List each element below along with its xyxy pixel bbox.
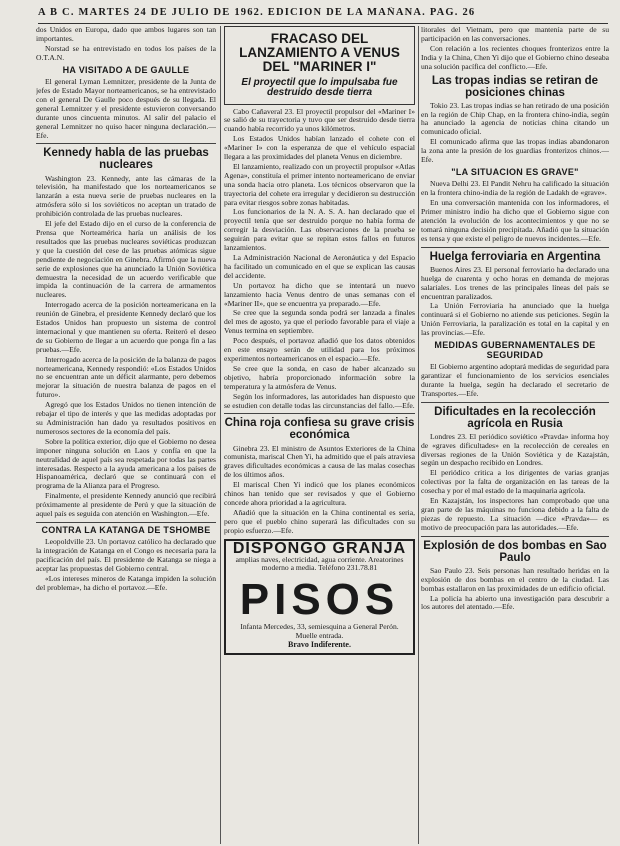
paragraph: Londres 23. El periódico soviético «Pravda» informa hoy de «graves dificultades» en la recolección de cereales en diversas regiones de la Unión Soviética y de Kazajstán, según un despacho recibido en Londres. [421,431,609,468]
ad-footer: Bravo Indiferente. [288,639,351,649]
paragraph: Nueva Delhi 23. El Pandit Nehru ha calificado la situación en la frontera chino-india de la región de Ladakh de «grave». [421,179,609,198]
column-rule [220,26,221,844]
paragraph: El Gobierno argentino adoptará medidas de seguridad para garantizar el funcionamiento de los servicios esenciales durante la huelga, según ha declarado el secretario de Transportes.—Efe. [421,361,609,398]
paragraph: El general Lyman Lemnitzer, presidente de la Junta de jefes de Estado Mayor norteamericanos, se ha entrevistado con el general De Gaulle poco después de su llegada. El general Lemnitzer y el presidente estuvieron conversando durante unos cincuenta minutos. Al salir del palacio el general Lemnitzer no quiso hacer ninguna declaración.—Efe. [36,77,216,140]
divider [421,536,609,537]
ad-text: amplias naves, electricidad, agua corriente. Areatorines moderno a media. Teléfono 231.78.81 [235,554,404,573]
paragraph: litorales del Vietnam, pero que mantenía parte de su participación en las conversaciones. [421,26,609,43]
divider [421,402,609,403]
paragraph: Poco después, el portavoz añadió que los datos obtenidos en este ensayo serán de utilidad para los próximos experimentos norteamericanos en el espacio.—Efe. [224,336,415,363]
paragraph: Washington 23. Kennedy, ante las cámaras de la televisión, ha manifestado que los norteamericanos se lanzarán a esta nueva serie de pruebas nucleares en la atmósfera sólo si los soviéticos no aceptan un tratado de prohibición controlada de las pruebas nucleares. [36,173,216,219]
column-rule [418,26,419,844]
paragraph: Leopoldville 23. Un portavoz católico ha declarado que la integración de Katanga en el Congo es necesaria para la pacificación del país. El presidente de Katanga se niega a aceptar las propuestas del Gobierno central. [36,537,216,574]
paragraph: Los Estados Unidos habían lanzado el cohete con el «Mariner I» con la esperanza de que el vehículo espacial llegara a las proximidades del planeta Venus en diciembre. [224,134,415,162]
headline-box-mariner [224,26,415,105]
paragraph: Un portavoz ha dicho que se intentará un nuevo lanzamiento hacia Venus dentro de unas semanas con el «Mariner II», que se encuentra ya preparado.—Efe. [224,280,415,308]
paragraph: Añadió que la situación en la China continental es seria, pero que el pueblo chino superará las dificultades con su propio esfuerzo.—Efe. [224,507,415,535]
headline-tropas: Las tropas indias se retiran de posiciones chinas [431,74,599,99]
paragraph: El mariscal Chen Yi indicó que los planes económicos chinos han tenido que ser revisados y que el Gobierno concede ahora prioridad a la agricultura. [224,480,415,507]
headline-mariner: FRACASO DEL LANZAMIENTO A VENUS DEL "MARINER I" [239,31,400,75]
ad-pisos: PISOS [239,575,400,625]
subheadline-mariner: El proyectil que lo impulsaba fue destruido desde tierra [241,76,398,99]
divider [36,522,216,523]
paragraph: En una conversación mantenida con los informadores, el Primer ministro indio ha dicho que el Gobierno sigue con atención la evolución de los acontecimientos y que no se tomará ninguna decisión precipitada. Añadió que la situación es tensa y que existe el peligro de nuevos incidentes.—Efe. [421,198,609,243]
headline-katanga: CONTRA LA KATANGA DE TSHOMBE [41,524,211,535]
column-3 [421,26,609,844]
headline-kennedy: Kennedy habla de las pruebas nucleares [43,147,209,172]
paragraph: Cabo Cañaveral 23. El proyectil propulsor del «Mariner I» se salió de su trayectoria y tuvo que ser destruido desde tierra cuando había recorrido ya unos kilómetros. [224,106,415,134]
paragraph: Los funcionarios de la N. A. S. A. han declarado que el proyectil tenía que ser destruido porque no había forma de corregir la desviación. Las observaciones de la prueba se seguirán para evitar que se repitan estos fallos en futuros lanzamientos. [224,207,415,253]
classified-ad [224,539,415,655]
paragraph: Según los informadores, las autoridades han dispuesto que se estudien con detalle todas las circunstancias del fallo.—Efe. [224,391,415,410]
paragraph: Tokio 23. Las tropas indias se han retirado de una posición en la región de Chip Chap, en la frontera chino-india, según ha anunciado la agencia de noticias china citando un comunicado oficial. [421,100,609,137]
column-1 [36,26,216,844]
ad-address: Infanta Mercedes, 33, semiesquina a General Perón. Muelle entrada. [240,622,399,640]
paragraph: El periódico critica a los dirigentes de varias granjas colectivas por la falta de organización en las tareas de la cosecha y por el mal estado de la maquinaria agrícola. [421,468,609,496]
paragraph: Sao Paulo 23. Seis personas han resultado heridas en la explosión de dos bombas en el centro de la ciudad. Las bombas estallaron en las proximidades de un edificio oficial. [421,565,609,593]
paragraph: En Kazajstán, los inspectores han comprobado que una gran parte de las máquinas no funciona debido a la falta de piezas de repuesto. La situación —dice «Pravda»— es motivo de preocupación para las autoridades.—Efe. [421,496,609,532]
column-2 [224,26,415,844]
paragraph: Buenos Aires 23. El personal ferroviario ha declarado una huelga de cuarenta y ocho horas en demanda de mejoras salariales. Los trenes de las principales líneas del país se encuentran paralizados. [421,264,609,301]
paragraph: La policía ha abierto una investigación para descubrir a los autores del atentado.—Efe. [421,593,609,612]
paragraph: dos Unidos en Europa, dado que ambos lugares son tan importantes. [36,26,216,43]
paragraph: Se cree que la sonda, en caso de haber alcanzado su objetivo, habría proporcionado información sobre la temperatura y la atmósfera de Venus. [224,363,415,391]
running-header: A B C. MARTES 24 DE JULIO DE 1962. EDICION DE LA MAÑANA. PAG. 26 [38,7,608,24]
divider [224,413,415,414]
paragraph: Interrogado acerca de la posición norteamericana en la reunión de Ginebra, el presidente Kennedy declaró que los Estados Unidos han propuesto un sistema de control internacional y que mantienen su oferta. Reiteró el deseo de su Gobierno de llegar a un acuerdo que ponga fin a las pruebas.—Efe. [36,300,216,354]
headline-medidas: MEDIDAS GUBERNAMENTALES DE SEGURIDAD [434,340,596,360]
ad-title: DISPONGO GRANJA [232,539,407,557]
paragraph: La Administración Nacional de Aeronáutica y del Espacio ha facilitado un comunicado en el que se explican las causas del accidente. [224,253,415,280]
paragraph: Sobre la política exterior, dijo que el Gobierno no desea imponer ninguna solución en Laos y confía en que la neutralidad de aquel país sea respetada por todas las partes interesadas. Respecto a la ayuda americana a los países de Hispanoamérica, declaró que se continuará con el programa de la Alianza para el Progreso. [36,436,216,491]
paragraph: Finalmente, el presidente Kennedy anunció que recibirá próximamente al presidente de Perú y que la situación de aquel país es seguida con atención en Washington.—Efe. [36,491,216,519]
headline-gaulle: HA VISITADO A DE GAULLE [62,64,190,75]
headline-huelga: Huelga ferroviaria en Argentina [429,250,601,263]
paragraph: El jefe del Estado dijo en el curso de la conferencia de Prensa que Norteamérica haría un análisis de los resultados que las pruebas nucleares soviéticas produzcan y que la cuestión del cese de las pruebas atómicas sigue pendiente de negociación en Ginebra. Afirmó que la nueva serie de explosiones que ha anunciado la Unión Soviética demuestra la necesidad de un acuerdo verificable que impida la continuación de la carrera de armamentos nucleares. [36,219,216,300]
paragraph: La Unión Ferroviaria ha anunciado que la huelga continuará si el Gobierno no atiende sus peticiones. Según la Unión Ferroviaria, la paralización es total en la capital y en las provincias.—Efe. [421,301,609,338]
paragraph: Se cree que la segunda sonda podrá ser lanzada a finales del mes de agosto, ya que el período favorable para el viaje a Venus termina en septiembre. [224,308,415,336]
paragraph: Norstad se ha entrevistado en todos los países de la O.T.A.N. [36,43,216,62]
paragraph: El lanzamiento, realizado con un proyectil propulsor «Atlas Agena», constituía el primer intento norteamericano de enviar una sonda hacia otro planeta. Los técnicos observaron que la trayectoria del cohete era irregular y decidieron su destrucción para evitar riesgos sobre zonas habitadas. [224,161,415,207]
paragraph: Con relación a los recientes choques fronterizos entre la India y la China, Chen Yi dijo que el Gobierno chino deseaba una solución pacífica del conflicto.—Efe. [421,43,609,71]
paragraph: El comunicado afirma que las tropas indias abandonaron la zona ante la presión de los guardias fronterizos chinos.—Efe. [421,137,609,165]
headline-dificultades: Dificultades en la recolección agrícola en Rusia [434,405,596,430]
headline-china: China roja confiesa su grave crisis económica [224,417,415,442]
headline-situacion: "LA SITUACION ES GRAVE" [451,167,579,177]
paragraph: Ginebra 23. El ministro de Asuntos Exteriores de la China comunista, mariscal Chen Yi, ha admitido que el país atraviesa graves dificultades económicas a causa de las malas cosechas de los últimos años. [224,443,415,480]
divider [36,143,216,144]
paragraph: Agregó que los Estados Unidos no tienen intención de rebajar el tipo de interés y que las medidas adoptadas por su Administración han dado ya resultados positivos en numerosos sectores de la economía del país. [36,400,216,436]
paragraph: Interrogado acerca de la posición de la balanza de pagos norteamericana, Kennedy respondió: «Los Estados Unidos no se encuentran ante un déficit alarmante, pero debemos mejorar la situación de nuestra balanza de pagos en el futuro». [36,354,216,400]
paragraph: «Los intereses mineros de Katanga impiden la solución del problema», ha dicho el portavoz.—Efe. [36,574,216,592]
headline-explosion: Explosión de dos bombas en Sao Paulo [423,539,607,564]
divider [421,247,609,248]
